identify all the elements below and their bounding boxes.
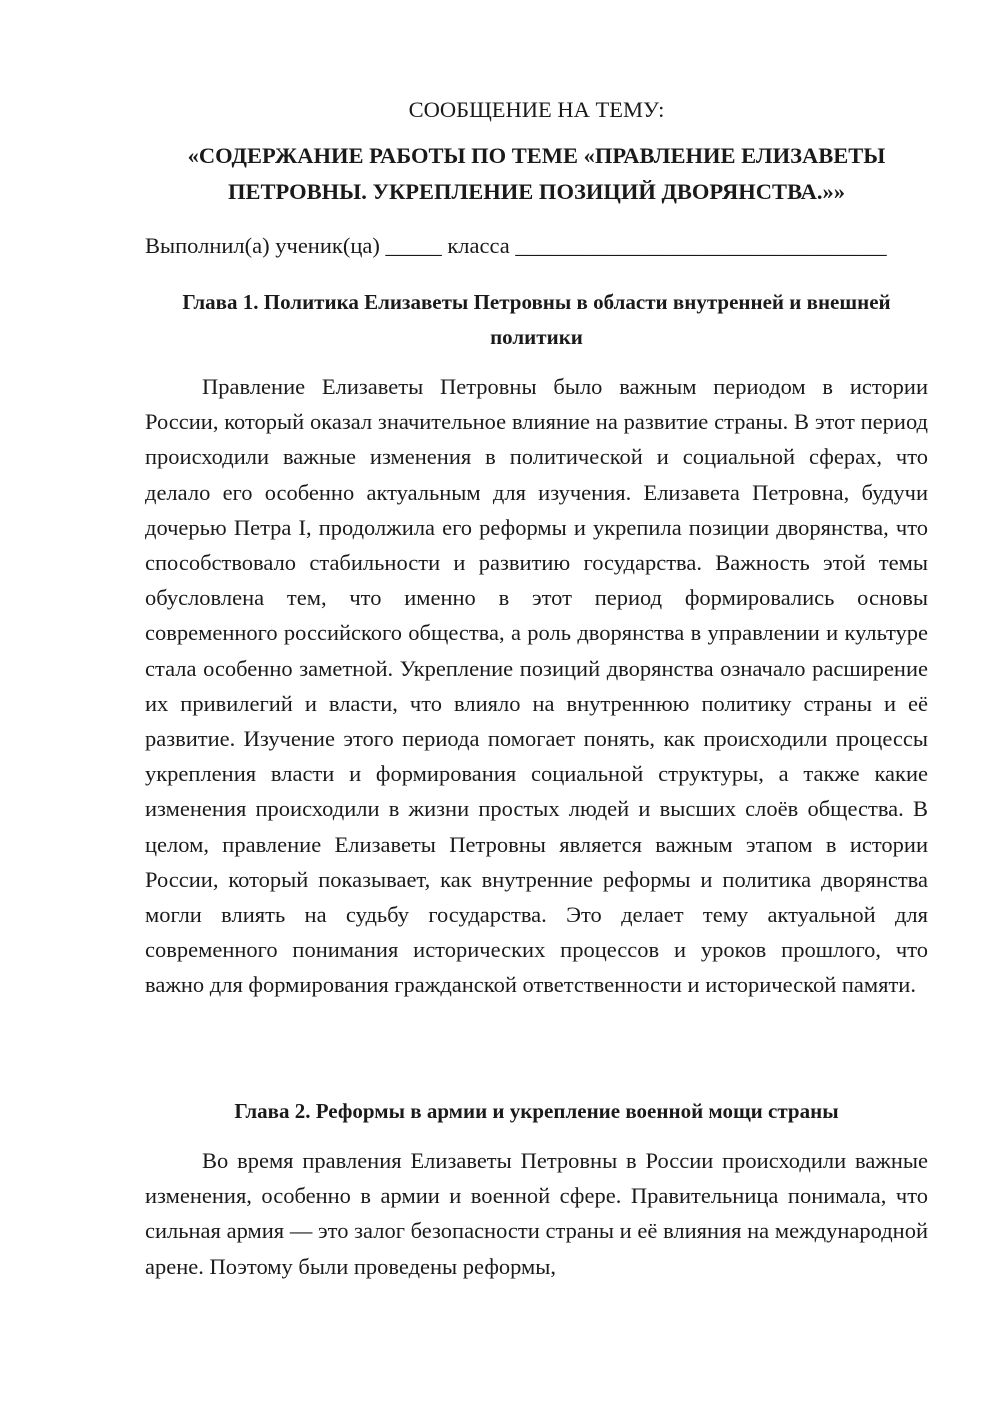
- document-title: «СОДЕРЖАНИЕ РАБОТЫ ПО ТЕМЕ «ПРАВЛЕНИЕ ЕЛИЗАВЕТЫ ПЕТРОВНЫ. УКРЕПЛЕНИЕ ПОЗИЦИЙ ДВОРЯНСТВА.»»: [187, 143, 886, 204]
- chapter-1-paragraph: Правление Елизаветы Петровны было важным периодом в истории России, который оказал значительное влияние на развитие страны. В этот период происходили важные изменения в политической и социальной сферах, что делало его особенно актуальным для изучения. Елизавета Петровна, будучи дочерью Петра I, продолжила его реформы и укрепила позиции дворянства, что способствовало стабильности и развитию государства. Важность этой темы обусловлена тем, что именно в этот период формировались основы современного российского общества, а роль дворянства в управлении и культуре стала особенно заметной. Укрепление позиций дворянства означало расширение их привилегий и власти, что влияло на внутреннюю политику страны и её развитие. Изучение этого периода помогает понять, как происходили процессы укрепления власти и формирования социальной структуры, а также какие изменения происходили в жизни простых людей и высших слоёв общества. В целом, правление Елизаветы Петровны является важным этапом в истории России, который показывает, как внутренние реформы и политика дворянства могли влиять на судьбу государства. Это делает тему актуальной для современного понимания исторических процессов и уроков прошлого, что важно для формирования гражданской ответственности и исторической памяти.: [145, 374, 928, 998]
- chapter-2-paragraph: Во время правления Елизаветы Петровны в России происходили важные изменения, особенно в армии и военной сфере. Правительница понимала, что сильная армия — это залог безопасности страны и её влияния на международной арене. Поэтому были проведены реформы,: [145, 1148, 928, 1279]
- chapter-1-heading: Глава 1. Политика Елизаветы Петровны в области внутренней и внешней политики: [182, 290, 891, 349]
- document-kicker: СООБЩЕНИЕ НА ТЕМУ:: [408, 97, 665, 122]
- chapter-2-heading: Глава 2. Реформы в армии и укрепление военной мощи страны: [234, 1099, 839, 1123]
- signature-line: Выполнил(а) ученик(ца) _____ класса _________________________________: [145, 233, 887, 258]
